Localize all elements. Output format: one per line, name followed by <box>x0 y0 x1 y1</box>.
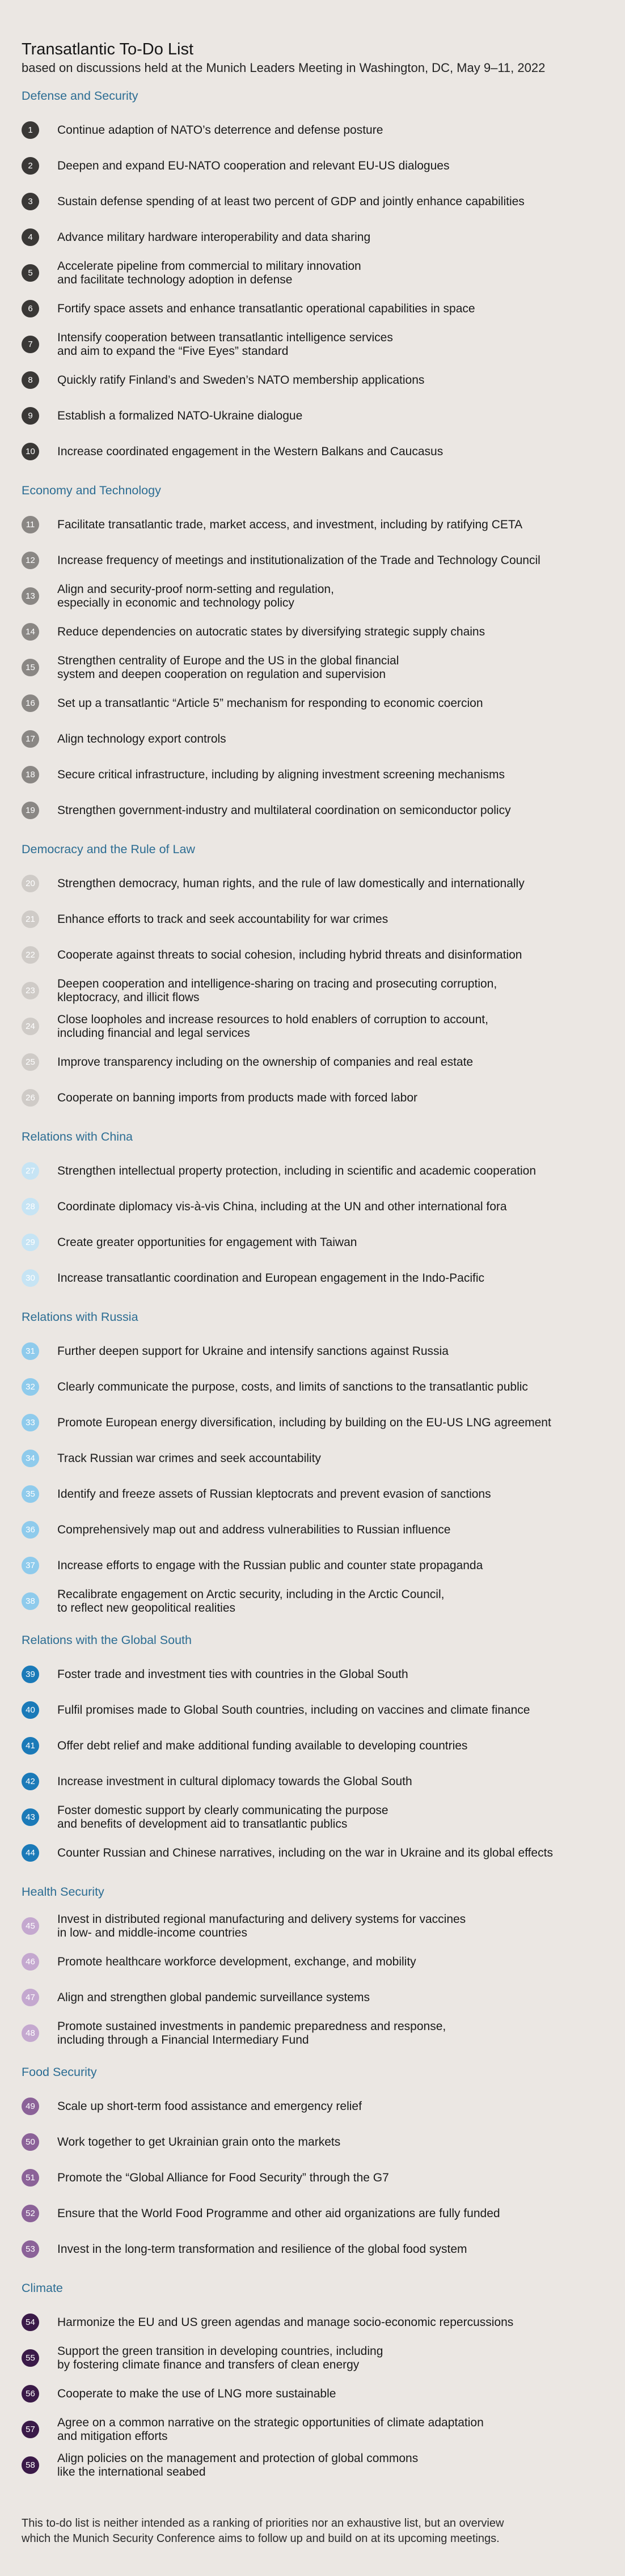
item-number-badge: 19 <box>22 802 39 819</box>
item-number-badge: 16 <box>22 694 39 712</box>
page-title: Transatlantic To-Do List <box>22 40 194 58</box>
item-text: Promote healthcare workforce development, exchange, and mobility <box>57 1955 416 1968</box>
item-number-badge: 28 <box>22 1198 39 1215</box>
section-heading: Relations with China <box>22 1130 133 1143</box>
list-item <box>22 362 603 398</box>
list-item <box>22 291 603 327</box>
item-text: Increase transatlantic coordination and European engagement in the Indo-Pacific <box>57 1271 484 1285</box>
list-item <box>22 1656 603 1692</box>
item-number-badge: 6 <box>22 300 39 317</box>
section-heading: Democracy and the Rule of Law <box>22 842 195 856</box>
item-text: Foster trade and investment ties with countries in the Global South <box>57 1667 408 1681</box>
item-number-badge: 48 <box>22 2024 39 2042</box>
item-text: Sustain defense spending of at least two percent of GDP and jointly enhance capabilities <box>57 194 525 208</box>
section-spacer <box>22 1116 603 1129</box>
item-number-badge: 7 <box>22 336 39 353</box>
list-item <box>22 1835 603 1871</box>
item-text: Create greater opportunities for engagement with Taiwan <box>57 1235 357 1249</box>
item-number-badge: 49 <box>22 2098 39 2115</box>
item-number-badge: 17 <box>22 730 39 748</box>
item-number-badge: 30 <box>22 1269 39 1287</box>
item-text: Foster domestic support by clearly communicating the purpose and benefits of development aid to transatlantic publics <box>57 1803 388 1831</box>
section-heading: Relations with the Global South <box>22 1633 192 1647</box>
item-number-badge: 56 <box>22 2385 39 2403</box>
page-subtitle: based on discussions held at the Munich Leaders Meeting in Washington, DC, May 9–11, 2022 <box>22 61 546 75</box>
list-item <box>22 2231 603 2267</box>
section <box>22 1129 603 1310</box>
item-number-badge: 58 <box>22 2456 39 2474</box>
item-text: Strengthen democracy, human rights, and the rule of law domestically and internationally <box>57 876 525 890</box>
item-number-badge: 22 <box>22 946 39 964</box>
item-text: Close loopholes and increase resources to hold enablers of corruption to account, including financial and legal services <box>57 1012 488 1040</box>
item-text: Set up a transatlantic “Article 5” mechanism for responding to economic coercion <box>57 696 483 710</box>
list-item <box>22 1980 603 2015</box>
list-item <box>22 578 603 614</box>
list-item <box>22 757 603 793</box>
item-text: Cooperate on banning imports from products made with forced labor <box>57 1091 418 1104</box>
sections-container <box>22 88 603 2497</box>
item-text: Quickly ratify Finland’s and Sweden’s NATO membership applications <box>57 373 425 387</box>
section <box>22 1884 603 2065</box>
item-number-badge: 46 <box>22 1953 39 1971</box>
item-number-badge: 9 <box>22 407 39 425</box>
list-item <box>22 2160 603 2196</box>
list-item <box>22 2412 603 2447</box>
item-number-badge: 44 <box>22 1844 39 1862</box>
item-number-badge: 36 <box>22 1521 39 1539</box>
section <box>22 2281 603 2497</box>
item-number-badge: 20 <box>22 875 39 892</box>
item-number-badge: 55 <box>22 2349 39 2367</box>
list-item <box>22 1189 603 1225</box>
section-spacer <box>22 2051 603 2065</box>
item-text: Deepen cooperation and intelligence-sharing on tracing and prosecuting corruption, kleptocracy, and illicit flows <box>57 977 497 1004</box>
item-text: Comprehensively map out and address vulnerabilities to Russian influence <box>57 1523 451 1536</box>
item-text: Counter Russian and Chinese narratives, including on the war in Ukraine and its global effects <box>57 1846 553 1859</box>
item-number-badge: 2 <box>22 157 39 175</box>
list-item <box>22 1440 603 1476</box>
item-text: Invest in the long-term transformation and resilience of the global food system <box>57 2242 467 2256</box>
item-text: Further deepen support for Ukraine and intensify sanctions against Russia <box>57 1344 449 1358</box>
section-heading: Climate <box>22 2281 63 2295</box>
list-item <box>22 1512 603 1548</box>
item-number-badge: 33 <box>22 1414 39 1431</box>
list-item <box>22 1080 603 1116</box>
item-text: Align technology export controls <box>57 732 226 745</box>
list-item <box>22 1333 603 1369</box>
item-number-badge: 39 <box>22 1666 39 1683</box>
item-text: Harmonize the EU and US green agendas and manage socio-economic repercussions <box>57 2315 514 2329</box>
item-text: Intensify cooperation between transatlantic intelligence services and aim to expand the “Five Eyes” standard <box>57 331 393 358</box>
item-number-badge: 57 <box>22 2421 39 2438</box>
list-item <box>22 650 603 685</box>
item-number-badge: 38 <box>22 1592 39 1610</box>
list-item <box>22 866 603 901</box>
section <box>22 1310 603 1633</box>
item-number-badge: 25 <box>22 1053 39 1071</box>
list-item <box>22 184 603 219</box>
section <box>22 88 603 483</box>
item-text: Strengthen intellectual property protection, including in scientific and academic cooperation <box>57 1164 536 1177</box>
list-item <box>22 543 603 578</box>
list-item <box>22 1260 603 1296</box>
item-number-badge: 18 <box>22 766 39 783</box>
list-item <box>22 1153 603 1189</box>
item-number-badge: 40 <box>22 1701 39 1719</box>
list-item <box>22 2088 603 2124</box>
section-spacer <box>22 1871 603 1884</box>
section-spacer <box>22 2267 603 2281</box>
item-text: Cooperate against threats to social cohesion, including hybrid threats and disinformation <box>57 948 522 961</box>
section-spacer <box>22 469 603 483</box>
item-text: Track Russian war crimes and seek accountability <box>57 1451 321 1465</box>
item-number-badge: 4 <box>22 228 39 246</box>
item-number-badge: 8 <box>22 371 39 389</box>
footer-note: This to-do list is neither intended as a ranking of priorities nor an exhaustive list, but an overview which the Munich Security Conference aims to follow up and build on at its upcoming meetings. <box>22 2517 504 2545</box>
item-text: Reduce dependencies on autocratic states by diversifying strategic supply chains <box>57 625 485 638</box>
section-heading: Food Security <box>22 2065 97 2079</box>
item-number-badge: 43 <box>22 1808 39 1826</box>
item-number-badge: 47 <box>22 1989 39 2006</box>
list-item <box>22 148 603 184</box>
item-number-badge: 52 <box>22 2205 39 2222</box>
item-number-badge: 3 <box>22 193 39 210</box>
item-text: Promote the “Global Alliance for Food Security” through the G7 <box>57 2171 389 2184</box>
item-text: Align and security-proof norm-setting and regulation, especially in economic and technology policy <box>57 582 334 609</box>
list-item <box>22 434 603 469</box>
list-item <box>22 2196 603 2231</box>
item-text: Invest in distributed regional manufacturing and delivery systems for vaccines in low- and middle-income countries <box>57 1912 466 1939</box>
item-number-badge: 24 <box>22 1018 39 1035</box>
list-item <box>22 685 603 721</box>
list-item <box>22 1225 603 1260</box>
item-text: Promote European energy diversification, including by building on the EU-US LNG agreement <box>57 1416 551 1429</box>
list-item <box>22 1548 603 1583</box>
section-heading: Relations with Russia <box>22 1310 138 1324</box>
item-number-badge: 14 <box>22 623 39 641</box>
item-number-badge: 26 <box>22 1089 39 1107</box>
item-number-badge: 51 <box>22 2169 39 2187</box>
item-text: Clearly communicate the purpose, costs, and limits of sanctions to the transatlantic public <box>57 1380 528 1393</box>
list-item <box>22 255 603 291</box>
item-text: Increase coordinated engagement in the Western Balkans and Caucasus <box>57 444 444 458</box>
item-number-badge: 10 <box>22 443 39 460</box>
item-text: Advance military hardware interoperability and data sharing <box>57 230 371 244</box>
section-heading: Economy and Technology <box>22 484 161 497</box>
item-number-badge: 32 <box>22 1378 39 1396</box>
list-item <box>22 1369 603 1405</box>
list-item <box>22 973 603 1009</box>
list-item <box>22 1764 603 1799</box>
section <box>22 2065 603 2281</box>
item-text: Accelerate pipeline from commercial to military innovation and facilitate technology adoption in defense <box>57 259 361 286</box>
section <box>22 483 603 842</box>
list-item <box>22 1692 603 1728</box>
item-text: Deepen and expand EU-NATO cooperation and relevant EU-US dialogues <box>57 159 450 172</box>
section-heading: Defense and Security <box>22 89 138 103</box>
item-number-badge: 11 <box>22 516 39 533</box>
item-text: Support the green transition in developing countries, including by fostering climate finance and transfers of clean energy <box>57 2344 383 2371</box>
item-number-badge: 34 <box>22 1450 39 1467</box>
item-text: Promote sustained investments in pandemic preparedness and response, including through a Financial Intermediary Fund <box>57 2019 446 2047</box>
item-text: Offer debt relief and make additional funding available to developing countries <box>57 1739 468 1752</box>
list-item <box>22 2376 603 2412</box>
item-number-badge: 31 <box>22 1342 39 1360</box>
section-heading: Health Security <box>22 1885 104 1899</box>
item-number-badge: 41 <box>22 1737 39 1755</box>
list-item <box>22 1044 603 1080</box>
list-item <box>22 1799 603 1835</box>
list-item <box>22 614 603 650</box>
list-item <box>22 1009 603 1044</box>
item-text: Increase efforts to engage with the Russian public and counter state propaganda <box>57 1558 483 1572</box>
item-text: Enhance efforts to track and seek accountability for war crimes <box>57 912 388 926</box>
item-text: Increase investment in cultural diplomacy towards the Global South <box>57 1774 412 1788</box>
item-text: Establish a formalized NATO-Ukraine dialogue <box>57 409 303 422</box>
list-item <box>22 1476 603 1512</box>
section-spacer <box>22 828 603 842</box>
item-number-badge: 15 <box>22 659 39 676</box>
list-item <box>22 2340 603 2376</box>
item-text: Align and strengthen global pandemic surveillance systems <box>57 1990 370 2004</box>
item-number-badge: 1 <box>22 121 39 139</box>
item-number-badge: 53 <box>22 2240 39 2258</box>
list-item <box>22 112 603 148</box>
item-text: Strengthen government-industry and multilateral coordination on semiconductor policy <box>57 803 511 817</box>
item-text: Scale up short-term food assistance and emergency relief <box>57 2099 362 2113</box>
list-item <box>22 2015 603 2051</box>
item-text: Ensure that the World Food Programme and other aid organizations are fully funded <box>57 2206 500 2220</box>
list-item <box>22 937 603 973</box>
item-text: Work together to get Ukrainian grain onto the markets <box>57 2135 341 2149</box>
item-text: Facilitate transatlantic trade, market access, and investment, including by ratifying CETA <box>57 518 523 531</box>
list-item <box>22 1908 603 1944</box>
list-item <box>22 1944 603 1980</box>
list-item <box>22 1405 603 1440</box>
item-text: Improve transparency including on the ownership of companies and real estate <box>57 1055 474 1069</box>
section-spacer <box>22 1619 603 1633</box>
item-number-badge: 12 <box>22 552 39 569</box>
item-number-badge: 21 <box>22 910 39 928</box>
list-item <box>22 1728 603 1764</box>
list-item <box>22 2304 603 2340</box>
item-number-badge: 5 <box>22 264 39 282</box>
list-item <box>22 793 603 828</box>
item-number-badge: 29 <box>22 1234 39 1251</box>
item-number-badge: 42 <box>22 1773 39 1790</box>
item-number-badge: 37 <box>22 1557 39 1574</box>
section-spacer <box>22 2483 603 2497</box>
item-number-badge: 27 <box>22 1162 39 1180</box>
list-item <box>22 327 603 362</box>
item-number-badge: 23 <box>22 982 39 999</box>
list-item <box>22 2124 603 2160</box>
item-number-badge: 45 <box>22 1917 39 1935</box>
item-text: Increase frequency of meetings and institutionalization of the Trade and Technology Council <box>57 553 540 567</box>
item-number-badge: 35 <box>22 1485 39 1503</box>
item-text: Coordinate diplomacy vis-à-vis China, including at the UN and other international fora <box>57 1200 507 1213</box>
item-text: Strengthen centrality of Europe and the US in the global financial system and deepen cooperation on regulation and supervision <box>57 654 399 681</box>
item-text: Cooperate to make the use of LNG more sustainable <box>57 2387 336 2400</box>
list-item <box>22 2447 603 2483</box>
item-text: Fulfil promises made to Global South countries, including on vaccines and climate finance <box>57 1703 530 1717</box>
item-text: Secure critical infrastructure, including by aligning investment screening mechanisms <box>57 768 505 781</box>
section <box>22 1633 603 1884</box>
list-item <box>22 721 603 757</box>
list-item <box>22 507 603 543</box>
item-text: Identify and freeze assets of Russian kleptocrats and prevent evasion of sanctions <box>57 1487 491 1501</box>
section-spacer <box>22 1296 603 1310</box>
section <box>22 842 603 1129</box>
item-number-badge: 50 <box>22 2133 39 2151</box>
item-text: Recalibrate engagement on Arctic security, including in the Arctic Council, to reflect new geopolitical realities <box>57 1587 445 1615</box>
item-text: Fortify space assets and enhance transatlantic operational capabilities in space <box>57 302 475 315</box>
list-item <box>22 1583 603 1619</box>
item-text: Continue adaption of NATO’s deterrence and defense posture <box>57 123 383 137</box>
item-number-badge: 13 <box>22 587 39 605</box>
list-item <box>22 901 603 937</box>
item-text: Align policies on the management and protection of global commons like the international seabed <box>57 2451 419 2478</box>
item-number-badge: 54 <box>22 2314 39 2331</box>
list-item <box>22 398 603 434</box>
list-item <box>22 219 603 255</box>
item-text: Agree on a common narrative on the strategic opportunities of climate adaptation and mitigation efforts <box>57 2416 484 2443</box>
